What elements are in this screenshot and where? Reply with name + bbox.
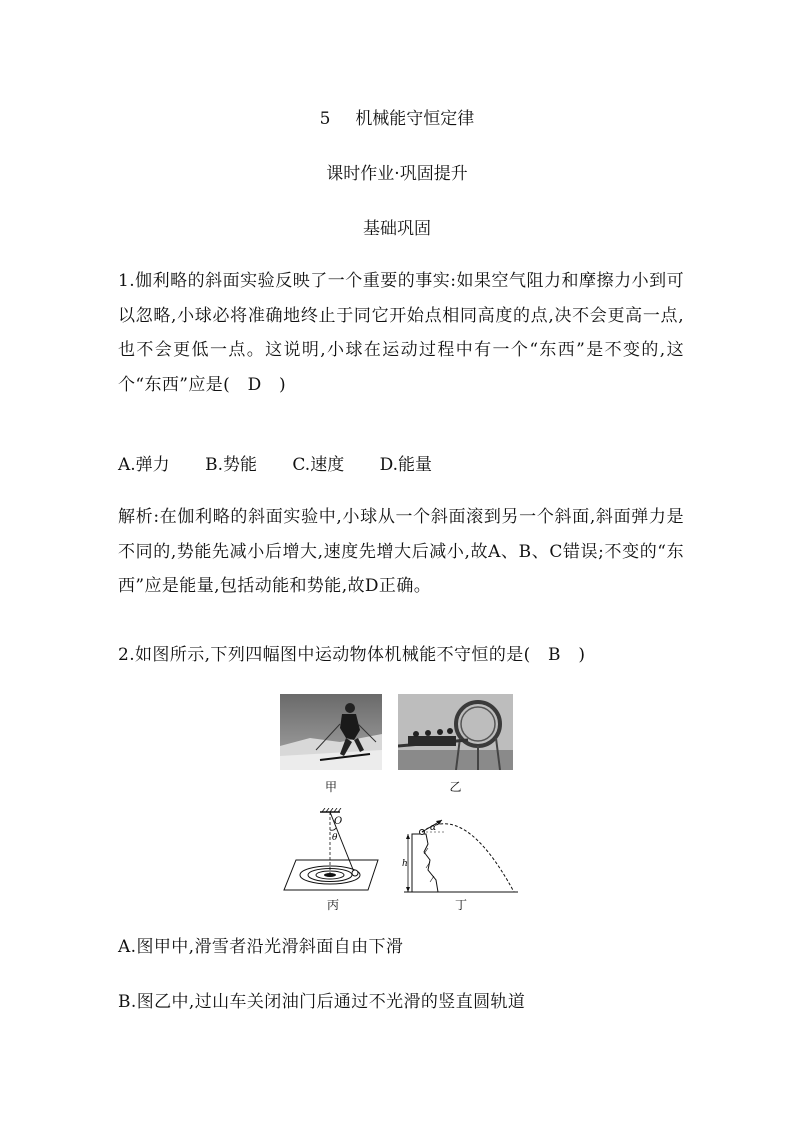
conical-pendulum-diagram: [278, 808, 388, 896]
option-c: C.速度: [292, 455, 345, 475]
option-d: D.能量: [379, 455, 433, 475]
caption-bing: 丙: [326, 898, 339, 912]
question-2-option-a: A.图甲中,滑雪者沿光滑斜面自由下滑: [118, 937, 404, 957]
section-title: 机械能守恒定律: [355, 109, 475, 129]
option-b: B.势能: [205, 455, 257, 475]
question-1-options: [118, 450, 462, 475]
caption-jia: 甲: [324, 780, 337, 794]
question-2-stem: 2.如图所示,下列四幅图中运动物体机械能不守恒的是( B ): [118, 645, 586, 665]
skier-photo: [280, 694, 382, 770]
question-1-stem: 1.伽利略的斜面实验反映了一个重要的事实:如果空气阻力和摩擦力小到可以忽略,小球必将准确地终止于同它开始点相同高度的点,决不会更高一点,也不会更低一点。这说明,小球在运动过程中有一个“东西”是不变的,这个“东西”应是( D ): [118, 271, 684, 395]
section-number: 5: [319, 109, 331, 129]
projectile-cliff-diagram: [402, 814, 520, 894]
roller-coaster-photo: [398, 694, 513, 770]
label-alpha: α: [430, 823, 437, 833]
label-theta: θ: [332, 833, 338, 843]
section-heading: [0, 104, 794, 129]
question-1-analysis: 解析:在伽利略的斜面实验中,小球从一个斜面滚到另一个斜面,斜面弹力是不同的,势能先减小后增大,速度先增大后减小,故A、B、C错误;不变的“东西”应是能量,包括动能和势能,故D正确。: [118, 507, 684, 596]
subtitle: 课时作业·巩固提升: [326, 164, 468, 184]
label-h: h: [402, 859, 408, 869]
caption-yi: 乙: [449, 780, 462, 794]
option-a: A.弹力: [118, 455, 170, 475]
question-2-option-b: B.图乙中,过山车关闭油门后通过不光滑的竖直圆轨道: [118, 992, 526, 1012]
label-o: O: [334, 816, 343, 827]
caption-ding: 丁: [454, 898, 467, 912]
part-heading: 基础巩固: [363, 219, 431, 239]
